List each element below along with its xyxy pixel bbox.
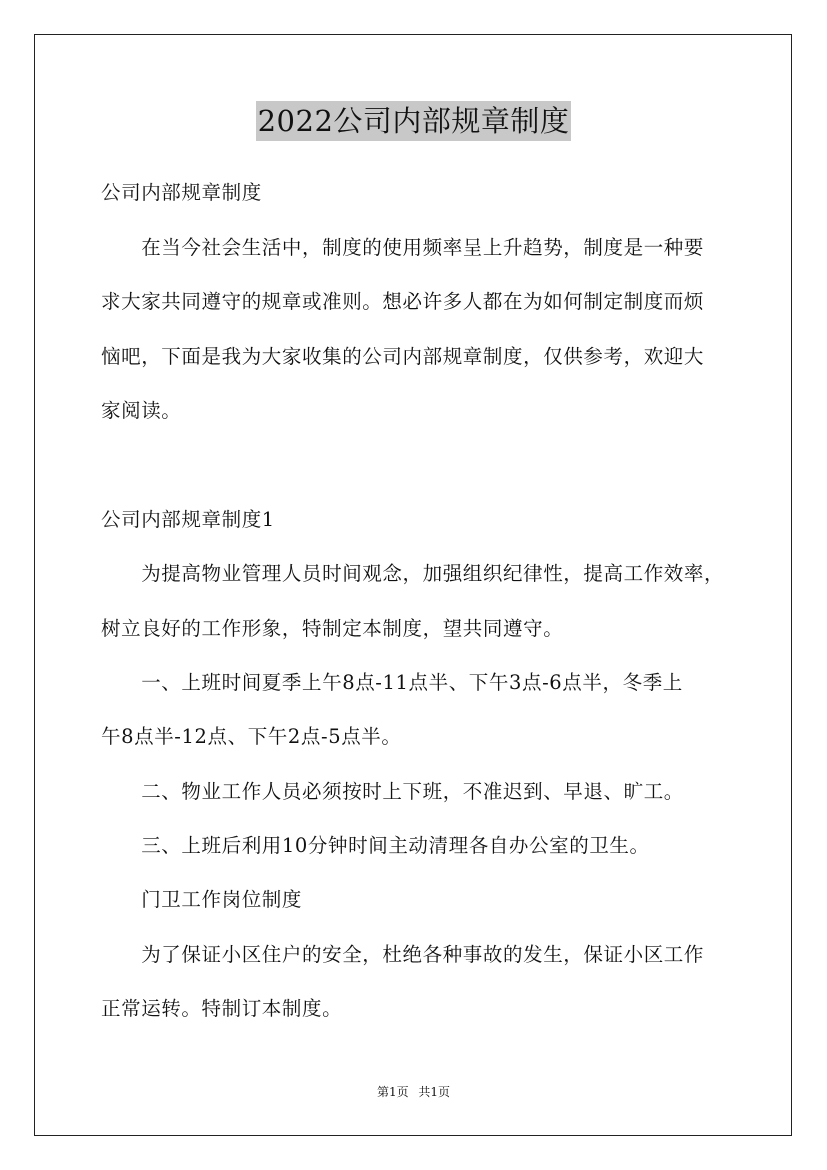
- section-heading: 公司内部规章制度: [101, 181, 262, 204]
- body-line: 家阅读。: [101, 399, 182, 422]
- body-line: 为提高物业管理人员时间观念，加强组织纪律性，提高工作效率，: [101, 562, 725, 585]
- page-count: 共1页: [418, 1085, 451, 1099]
- title-container: [0, 101, 827, 141]
- body-line: 树立良好的工作形象，特制定本制度，望共同遵守。: [101, 617, 564, 640]
- body-line: 在当今社会生活中，制度的使用频率呈上升趋势，制度是一种要: [101, 236, 705, 259]
- page-number: 第1页: [376, 1085, 409, 1099]
- subsection-heading: 门卫工作岗位制度: [101, 888, 303, 911]
- body-line: 午8点半-12点、下午2点-5点半。: [101, 725, 402, 748]
- section-heading: 公司内部规章制度1: [101, 508, 275, 531]
- body-line: 一、上班时间夏季上午8点-11点半、下午3点-6点半，冬季上: [101, 671, 683, 694]
- body-line: 正常运转。特制订本制度。: [101, 997, 343, 1020]
- body-line: 三、上班后利用10分钟时间主动清理各自办公室的卫生。: [101, 834, 650, 857]
- body-line: 为了保证小区住户的安全，杜绝各种事故的发生，保证小区工作: [101, 943, 705, 966]
- body-line: 二、物业工作人员必须按时上下班，不准迟到、早退、旷工。: [101, 780, 684, 803]
- body-line: 求大家共同遵守的规章或准则。想必许多人都在为如何制定制度而烦: [101, 290, 705, 313]
- body-line: 恼吧，下面是我为大家收集的公司内部规章制度，仅供参考，欢迎大: [101, 345, 705, 368]
- document-title: 2022公司内部规章制度: [256, 101, 572, 141]
- page-footer: [0, 1084, 827, 1100]
